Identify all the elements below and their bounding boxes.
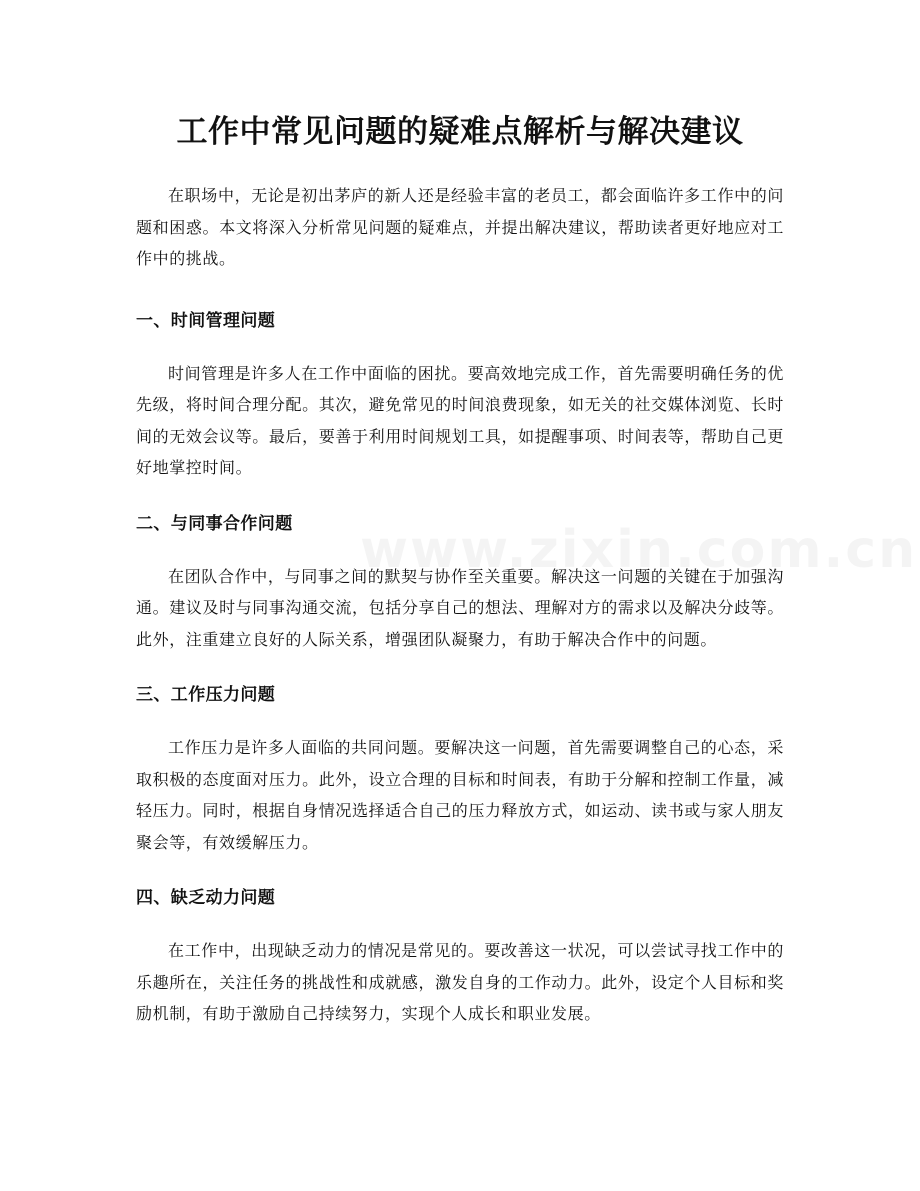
section-heading-work-pressure: 三、工作压力问题: [136, 685, 276, 705]
document-title: 工作中常见问题的疑难点解析与解决建议: [176, 114, 744, 150]
section-body-colleague-cooperation: 在团队合作中，与同事之间的默契与协作至关重要。解决这一问题的关键在于加强沟通。建议及时与同事沟通交流，包括分享自己的想法、理解对方的需求以及解决分歧等。此外，注重建立良好的人际关系，增强团队凝聚力，有助于解决合作中的问题。: [136, 566, 784, 649]
intro-paragraph: 在职场中，无论是初出茅庐的新人还是经验丰富的老员工，都会面临许多工作中的问题和困惑。本文将深入分析常见问题的疑难点，并提出解决建议，帮助读者更好地应对工作中的挑战。: [136, 186, 784, 268]
section-heading-colleague-cooperation: 二、与同事合作问题: [136, 513, 293, 534]
section-heading-lack-of-motivation: 四、缺乏动力问题: [136, 888, 276, 908]
section-body-work-pressure: 工作压力是许多人面临的共同问题。要解决这一问题，首先需要调整自己的心态，采取积极的态度面对压力。此外，设立合理的目标和时间表，有助于分解和控制工作量，减轻压力。同时，根据自身情况选择适合自己的压力释放方式，如运动、读书或与家人朋友聚会等，有效缓解压力。: [136, 738, 784, 852]
section-heading-time-management: 一、时间管理问题: [136, 310, 276, 331]
section-body-time-management: 时间管理是许多人在工作中面临的困扰。要高效地完成工作，首先需要明确任务的优先级，将时间合理分配。其次，避免常见的时间浪费现象，如无关的社交媒体浏览、长时间的无效会议等。最后，要善于利用时间规划工具，如提醒事项、时间表等，帮助自己更好地掌控时间。: [136, 363, 784, 477]
document-body: [136, 180, 784, 1030]
section-body-lack-of-motivation: 在工作中，出现缺乏动力的情况是常见的。要改善这一状况，可以尝试寻找工作中的乐趣所在，关注任务的挑战性和成就感，激发自身的工作动力。此外，设定个人目标和奖励机制，有助于激励自己持续努力，实现个人成长和职业发展。: [136, 941, 784, 1023]
